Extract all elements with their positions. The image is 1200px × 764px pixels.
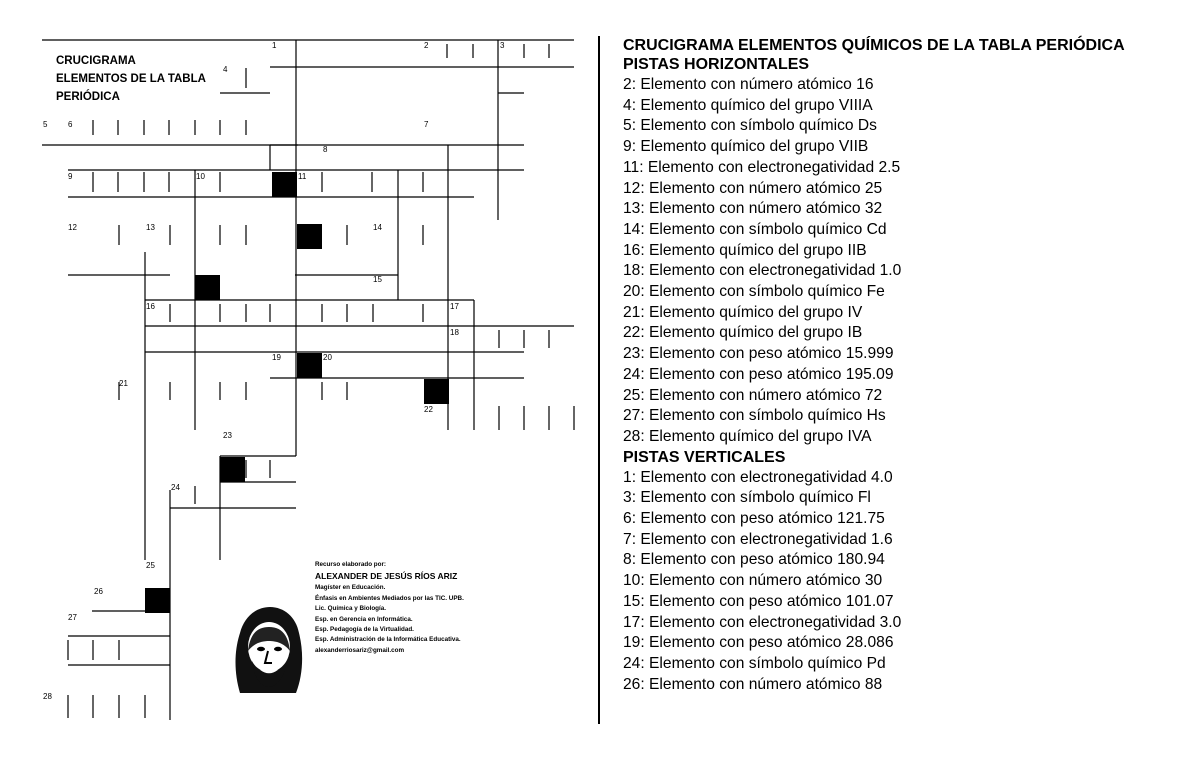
credit-heading: Recurso elaborado por: — [315, 561, 387, 568]
cell-number: 28 — [43, 692, 52, 701]
credit-line: Magíster en Educación. — [315, 584, 386, 592]
clues-title: CRUCIGRAMA ELEMENTOS QUÍMICOS DE LA TABLA PERIÓDICA — [623, 37, 1125, 54]
horizontal-clue — [623, 158, 1193, 179]
clue-text: Elemento con peso atómico 121.75 — [640, 510, 885, 528]
clue-number: 15 : — [623, 593, 649, 610]
vertical-clue — [623, 550, 1193, 571]
horizontal-clue — [623, 137, 1193, 158]
cell-number: 14 — [373, 223, 382, 232]
horizontal-heading: PISTAS HORIZONTALES — [623, 56, 810, 73]
credit-line: Esp. Pedagogía de la Virtualidad. — [315, 626, 414, 634]
cell-number: 18 — [450, 328, 459, 337]
cell-number: 16 — [146, 302, 155, 311]
puzzle-title — [56, 52, 206, 106]
clue-text: Elemento con símbolo químico Hs — [649, 407, 886, 425]
clue-text: Elemento con número atómico 30 — [649, 572, 883, 590]
clue-text: Elemento con símbolo químico Fl — [640, 489, 871, 507]
clue-text: Elemento con electronegatividad 3.0 — [649, 613, 902, 631]
cell-number: 11 — [298, 172, 307, 181]
puzzle-title-line: PERIÓDICA — [56, 91, 120, 103]
blocked-cell — [272, 172, 297, 197]
horizontal-clue — [623, 96, 1193, 117]
cell-number: 22 — [424, 405, 433, 414]
cell-number: 15 — [373, 275, 382, 284]
clue-text: Elemento con número atómico 25 — [649, 179, 883, 197]
cell-number: 5 — [43, 120, 48, 129]
clue-number: 25 : — [623, 387, 649, 404]
cell-number: 6 — [68, 120, 73, 129]
clue-number: 14 : — [623, 221, 649, 238]
author-credit — [315, 560, 464, 656]
clue-number: 4 : — [623, 97, 640, 114]
horizontal-clue — [623, 323, 1193, 344]
clues-panel — [623, 37, 1193, 695]
vertical-clue — [623, 633, 1193, 654]
clue-number: 6 : — [623, 510, 640, 527]
clue-text: Elemento con símbolo químico Cd — [649, 220, 887, 238]
vertical-clue — [623, 488, 1193, 509]
clue-number: 16 : — [623, 242, 649, 259]
vertical-clue — [623, 509, 1193, 530]
clue-number: 1 : — [623, 469, 640, 486]
cell-number: 1 — [272, 41, 277, 50]
clue-number: 8 : — [623, 551, 640, 568]
clue-number: 18 : — [623, 262, 649, 279]
vertical-clue — [623, 675, 1193, 696]
horizontal-clue — [623, 282, 1193, 303]
blocked-cell — [424, 379, 449, 404]
clue-number: 21 : — [623, 304, 649, 321]
horizontal-clue — [623, 199, 1193, 220]
horizontal-clue — [623, 179, 1193, 200]
clue-text: Elemento con número atómico 88 — [649, 675, 883, 693]
clue-text: Elemento con peso atómico 195.09 — [649, 365, 894, 383]
cell-number: 8 — [323, 145, 328, 154]
vertical-clue-list — [623, 468, 1193, 696]
horizontal-clue — [623, 406, 1193, 427]
clue-text: Elemento con número atómico 32 — [649, 200, 883, 218]
puzzle-title-line: CRUCIGRAMA — [56, 55, 136, 67]
clue-text: Elemento químico del grupo IIB — [649, 241, 867, 259]
clue-text: Elemento con peso atómico 180.94 — [640, 551, 885, 569]
clue-number: 22 : — [623, 324, 649, 341]
vertical-clue — [623, 468, 1193, 489]
credit-line: Énfasis en Ambientes Mediados por las TIC. UPB. — [315, 594, 464, 602]
clue-text: Elemento químico del grupo VIIIA — [640, 96, 873, 114]
blocked-cell — [145, 588, 170, 613]
horizontal-clue — [623, 303, 1193, 324]
horizontal-clue — [623, 261, 1193, 282]
clue-text: Elemento con peso atómico 15.999 — [649, 345, 894, 363]
credit-line: Lic. Química y Biología. — [315, 605, 387, 613]
clue-number: 10 : — [623, 572, 649, 589]
horizontal-clue — [623, 427, 1193, 448]
clue-text: Elemento con símbolo químico Fe — [649, 283, 885, 301]
credit-line: Esp. en Gerencia en Informática. — [315, 615, 413, 623]
horizontal-clue — [623, 344, 1193, 365]
cell-number: 25 — [146, 561, 155, 570]
clue-number: 20 : — [623, 283, 649, 300]
cell-number: 4 — [223, 65, 228, 74]
cell-number: 21 — [119, 379, 128, 388]
cell-number: 17 — [450, 302, 459, 311]
cell-number: 3 — [500, 41, 505, 50]
clue-text: Elemento con electronegatividad 1.0 — [649, 262, 902, 280]
cell-number: 27 — [68, 613, 77, 622]
vertical-clue — [623, 571, 1193, 592]
blocked-cell — [220, 457, 245, 482]
crossword-puzzle — [0, 0, 590, 764]
clue-number: 28 : — [623, 428, 649, 445]
horizontal-clue-list — [623, 75, 1193, 448]
clue-text: Elemento con número atómico 16 — [640, 76, 874, 93]
clue-number: 7 : — [623, 531, 640, 548]
vertical-clue — [623, 530, 1193, 551]
puzzle-title-line: ELEMENTOS DE LA TABLA — [56, 73, 206, 85]
column-divider — [598, 36, 600, 724]
blocked-cell — [297, 353, 322, 378]
vertical-heading: PISTAS VERTICALES — [623, 448, 786, 466]
clue-number: 23 : — [623, 345, 649, 362]
horizontal-clue — [623, 365, 1193, 386]
credit-email: alexanderriosariz@gmail.com — [315, 646, 405, 654]
clue-text: Elemento con electronegatividad 4.0 — [640, 468, 893, 486]
blocked-cell — [195, 275, 220, 300]
clue-number: 12 : — [623, 180, 649, 197]
blocked-cell — [297, 224, 322, 249]
cell-number: 9 — [68, 172, 73, 181]
clue-number: 19 : — [623, 634, 649, 651]
horizontal-clue — [623, 220, 1193, 241]
author-photo — [232, 603, 306, 699]
credit-author: ALEXANDER DE JESÚS RÍOS ARIZ — [315, 571, 458, 582]
clue-text: Elemento con peso atómico 28.086 — [649, 634, 894, 652]
horizontal-clue — [623, 116, 1193, 137]
cell-number: 7 — [424, 120, 429, 129]
clue-number: 26 : — [623, 676, 649, 693]
horizontal-clue — [623, 241, 1193, 262]
vertical-clue — [623, 592, 1193, 613]
horizontal-clue — [623, 386, 1193, 407]
clue-text: Elemento con electronegatividad 1.6 — [640, 530, 893, 548]
clue-text: Elemento químico del grupo IV — [649, 303, 863, 321]
clue-number: 24 : — [623, 366, 649, 383]
cell-number: 26 — [94, 587, 103, 596]
clue-text: Elemento químico del grupo IB — [649, 324, 863, 342]
clue-number: 27 : — [623, 407, 649, 424]
clue-number: 17 : — [623, 614, 649, 631]
cell-number: 2 — [424, 41, 429, 50]
clue-text: Elemento con símbolo químico Pd — [649, 654, 886, 672]
clue-number: 13 : — [623, 200, 649, 217]
cell-number: 12 — [68, 223, 77, 232]
vertical-clue — [623, 613, 1193, 634]
clue-text: Elemento con número atómico 72 — [649, 386, 883, 404]
horizontal-clue — [623, 75, 1193, 96]
clue-text: Elemento con electronegatividad 2.5 — [647, 158, 901, 176]
clue-number: 5 : — [623, 117, 640, 134]
clue-number: 2 : — [623, 76, 640, 93]
cell-number: 24 — [171, 483, 180, 492]
clue-number: 11 : — [623, 159, 648, 176]
cell-number: 23 — [223, 431, 232, 440]
clue-text: Elemento con símbolo químico Ds — [640, 117, 877, 135]
clue-number: 24 : — [623, 655, 649, 672]
cell-number: 10 — [196, 172, 205, 181]
cell-number: 19 — [272, 353, 281, 362]
vertical-clue — [623, 654, 1193, 675]
cell-number: 13 — [146, 223, 155, 232]
clue-text: Elemento con peso atómico 101.07 — [649, 592, 894, 610]
clue-text: Elemento químico del grupo IVA — [649, 427, 872, 445]
credit-line: Esp. Administración de la Informática Educativa. — [315, 636, 461, 644]
clue-number: 9 : — [623, 138, 640, 155]
clue-number: 3 : — [623, 489, 640, 506]
clue-text: Elemento químico del grupo VIIB — [640, 138, 869, 156]
cell-number: 20 — [323, 353, 332, 362]
